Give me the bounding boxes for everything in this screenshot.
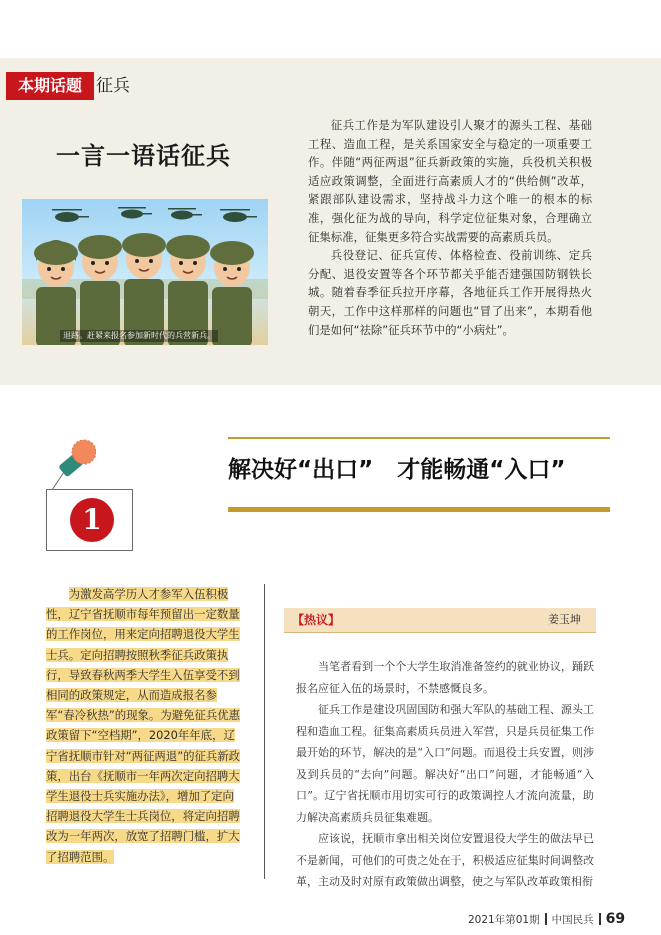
page-number: 69: [605, 911, 626, 927]
author-name: 姜玉坤: [548, 613, 581, 626]
case-summary: [46, 584, 244, 867]
number-frame-top: [46, 489, 132, 490]
section-rule-top: [228, 437, 610, 439]
topic-tag: 本期话题: [6, 72, 94, 100]
section-title: [228, 452, 565, 488]
hot-topic-tag: 【热议】: [292, 613, 341, 627]
issue-label: 2021年第01期: [468, 914, 540, 926]
footer-separator: [545, 913, 547, 925]
intro-paragraph: 征兵工作是为军队建设引人聚才的源头工程、基础工程、造血工程，是关系国家安全与稳定的一项重要工作。伴随“两征两退”征兵新政策的实施，兵役机关积极适应政策调整，全面进行高素质人才的“供给侧”改革，紧跟部队建设需求，坚持战斗力这个唯一的根本的标准，强化征为战的导向，科学定位征集对象，合理确立征集标准，征集更多符合实战需要的高素质兵员。: [308, 118, 592, 244]
commentary-paragraph: 应该说，抚顺市拿出相关岗位安置退役大学生的做法早已不是新闻，可他们的可贵之处在于，积极适应征集时间调整改革，主动及时对原有政策做出调整，使之与军队改革政策相衔: [296, 832, 594, 888]
microphone-icon: [46, 436, 96, 494]
intro-text: [308, 116, 592, 339]
intro-paragraph: 兵役登记、征兵宣传、体格检查、役前训练、定兵分配、退役安置等各个环节都关乎能否建强国防钢铁长城。随着春季征兵拉开序幕，各地征兵工作开展得热火朝天，工作中这样那样的问题也“冒了出来”，本期看他们是如何“祛除”征兵环节中的“小病灶”。: [308, 248, 592, 337]
soldiers-cartoon-icon: [22, 199, 268, 345]
number-frame-right: [132, 489, 133, 551]
column-divider: [264, 584, 265, 879]
number-frame-left: [46, 489, 47, 551]
commentary-paragraph: 征兵工作是建设巩固国防和强大军队的基础工程、源头工程和造血工程。征集高素质兵员进入军营，只是兵员征集工作最开始的环节，解决的是“入口”问题。而退役士兵安置，则涉及到兵员的“去向”问题。解决好“出口”问题，才能畅通“入口”。辽宁省抚顺市用切实可行的政策调控人才流向流量，助力解决高素质兵员征集难题。: [296, 703, 594, 824]
section-rule-bottom: [228, 507, 610, 512]
footer-separator: [599, 913, 601, 925]
case-summary-text: 为激发高学历人才参军入伍积极性，辽宁省抚顺市每年预留出一定数量的工作岗位，用来定向招聘退役大学生士兵。定向招聘按照秋季征兵政策执行，导致春秋两季大学生入伍享受不到相同的政策规定，从而造成报名参军“春冷秋热”的现象。为避免征兵优惠政策留下“空档期”，2020年年底，辽宁省抚顺市针对“两征两退”的征兵新政策，出台《抚顺市一年两次定向招聘大学生退役士兵实施办法》，增加了定向招聘退役大学生士兵岗位，将定向招聘改为一年两次，放宽了招聘门槛，扩大了招聘范围。: [46, 587, 241, 864]
commentary-paragraph: 当笔者看到一个个大学生取消准备签约的就业协议，踊跃报名应征入伍的场景时，不禁感慨良多。: [296, 660, 594, 695]
soldiers-illustration: [22, 199, 268, 345]
section-title-part1: 解决好“出口”: [228, 457, 374, 483]
number-frame-bottom: [46, 550, 132, 551]
page-footer: [468, 910, 625, 929]
commentary-text: [296, 656, 594, 893]
magazine-name: 中国民兵: [551, 914, 594, 926]
topic-name: 征兵: [96, 76, 130, 96]
image-caption: 退路。赶紧来报名参加新时代的兵营新兵。: [60, 330, 218, 342]
section-number-badge: 1: [70, 498, 114, 542]
page-title: 一言一语话征兵: [56, 142, 231, 170]
section-title-part2: 才能畅通“入口”: [397, 457, 566, 483]
